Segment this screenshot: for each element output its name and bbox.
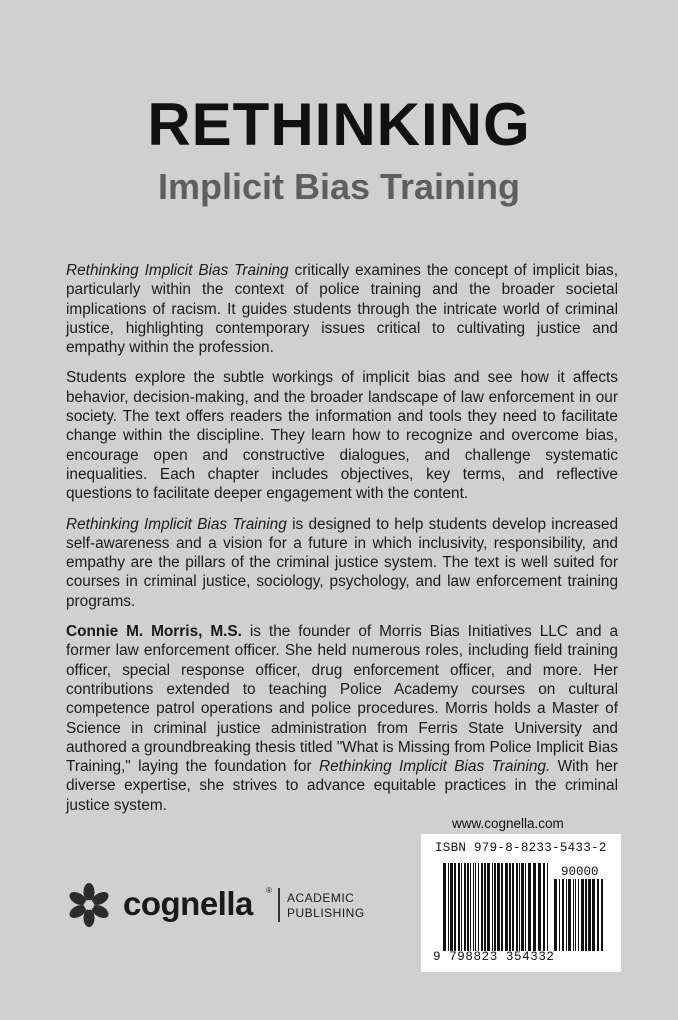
barcode-main-bars — [443, 863, 551, 951]
author-bio-text: is the founder of Morris Bias Initiatives LLC and a former law enforcement officer. She held numerous roles, including field training officer, special response officer, drug enforcement officer, and more. Her contributions extended to teaching Police Academy courses on cultural competence patrol operations and police procedures. Morris holds a Master of Science in criminal justice administration from Ferris State University and authored a groundbreaking thesis titled "What is Missing from Police Implicit Bias Training," laying the foundation for — [66, 623, 619, 776]
description-paragraph-3 — [66, 515, 618, 611]
book-title-italic: Rethinking Implicit Bias Training. — [318, 758, 551, 776]
book-title: RETHINKING — [147, 91, 531, 158]
cognella-flower-icon — [64, 880, 114, 930]
publisher-website: www.cognella.com — [452, 816, 564, 831]
description-paragraph-1 — [66, 261, 618, 357]
book-title-italic: Rethinking Implicit Bias Training — [66, 262, 289, 279]
back-cover-description — [66, 261, 618, 826]
price-addon-number: 90000 — [561, 865, 599, 879]
registered-mark: ® — [266, 886, 272, 895]
publisher-name: cognella — [123, 885, 253, 922]
isbn-barcode — [421, 834, 621, 972]
book-title-italic: Rethinking Implicit Bias Training — [66, 515, 287, 533]
isbn-number: ISBN 979-8-8233-5433-2 — [435, 841, 607, 855]
logo-tagline-1: ACADEMIC — [287, 891, 355, 905]
description-text: critically examines the concept of implicit bias, particularly within the context of police training and the broader societal implications of racism. It guides students through the intricate world of criminal justice, highlighting contemporary issues critical to cultivating justice and empathy within the profession. — [66, 262, 618, 357]
barcode-digits: 9 798823 354332 — [433, 950, 555, 964]
publisher-logo — [64, 880, 384, 930]
author-bio — [66, 622, 618, 815]
author-bio-text: With her diverse expertise, she strives to advance equitable practices in the criminal justice system. — [66, 758, 618, 814]
logo-divider — [278, 888, 280, 922]
book-subtitle: Implicit Bias Training — [157, 166, 521, 207]
description-paragraph-2: Students explore the subtle workings of implicit bias and see how it affects behavior, decision-making, and the broader landscape of law enforcement in our society. The text offers readers the information and tools they need to facilitate change within the discipline. They learn how to recognize and overcome bias, encourage open and constructive dialogues, and challenge systematic inequalities. Each chapter includes objectives, key terms, and reflective questions to facilitate deeper engagement with the content. — [66, 369, 618, 503]
logo-tagline-2: PUBLISHING — [287, 906, 365, 920]
barcode-addon-bars — [554, 879, 604, 951]
author-name: Connie M. Morris, M.S. — [66, 623, 242, 641]
description-text: is designed to help students develop increased self-awareness and a vision for a future in which inclusivity, responsibility, and empathy are the pillars of the criminal justice system. The text is well suited for courses in criminal justice, sociology, psychology, and law enforcement training programs. — [66, 515, 619, 610]
